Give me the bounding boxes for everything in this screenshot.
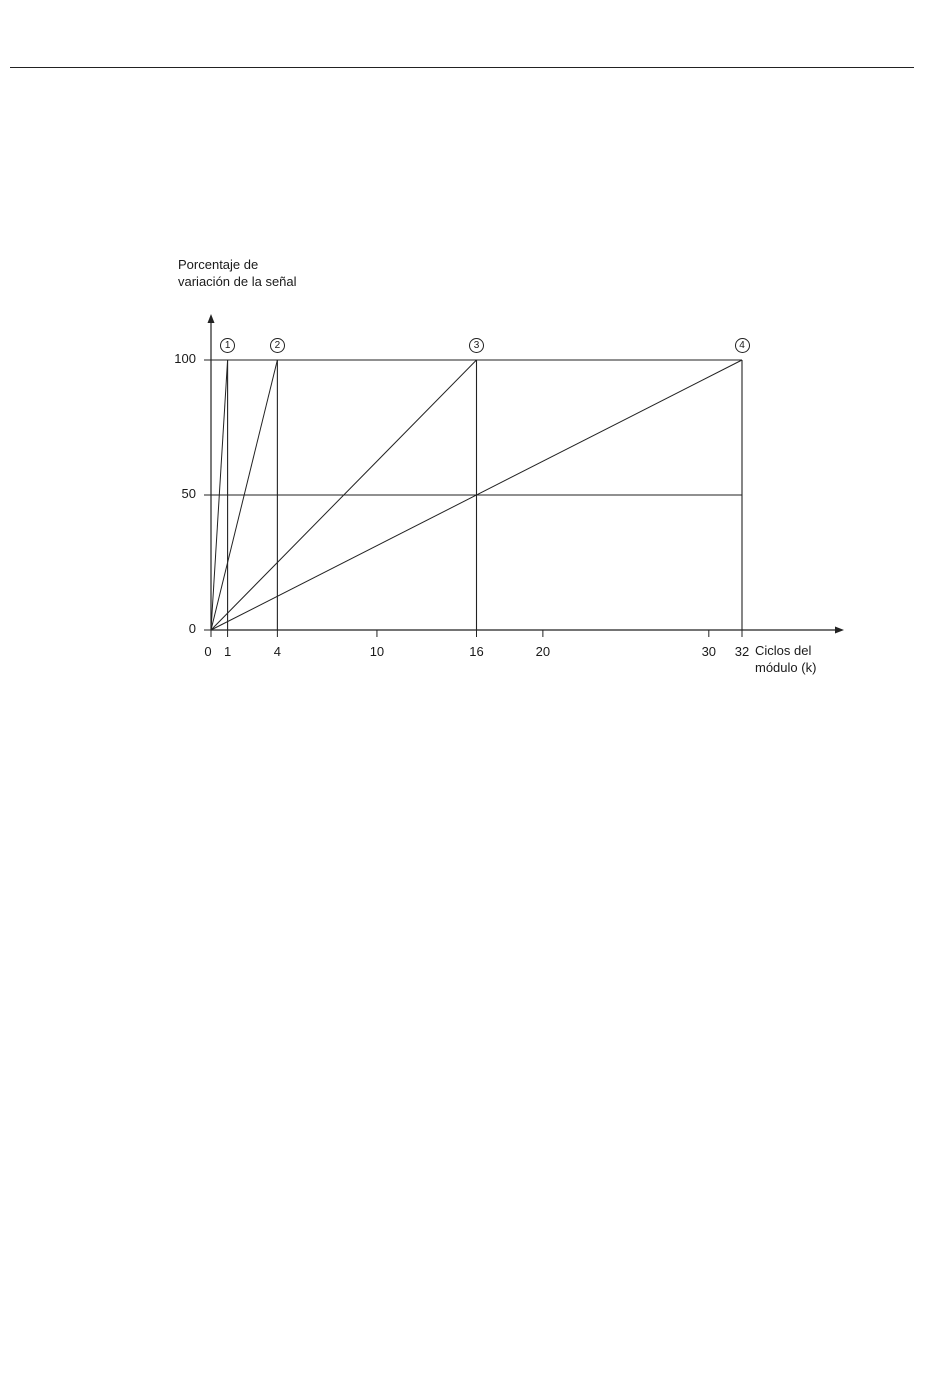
y-axis-label-line-1: Porcentaje de [178,257,259,272]
series-marker-4: 4 [735,338,750,353]
y-tick-label-50: 50 [181,486,196,501]
x-tick-label-30: 30 [701,644,717,659]
x-tick-label-10: 10 [369,644,385,659]
y-tick-label-0: 0 [188,621,196,636]
series-marker-1: 1 [220,338,235,353]
series-marker-3: 3 [469,338,484,353]
x-axis-label-line-1: Ciclos del [755,643,812,658]
y-axis-arrow [208,314,215,323]
x-tick-label-4: 4 [273,644,281,659]
x-tick-label-16: 16 [469,644,484,659]
x-tick-label-32: 32 [734,644,750,659]
x-tick-label-20: 20 [535,644,551,659]
x-tick-label-0: 0 [204,644,212,659]
x-axis-arrow [835,627,844,634]
series-marker-2: 2 [270,338,285,353]
y-axis-label-line-2: variación de la señal [178,274,297,289]
x-tick-label-1: 1 [223,644,232,659]
x-axis-label-line-2: módulo (k) [755,660,817,675]
y-tick-label-100: 100 [174,351,196,366]
